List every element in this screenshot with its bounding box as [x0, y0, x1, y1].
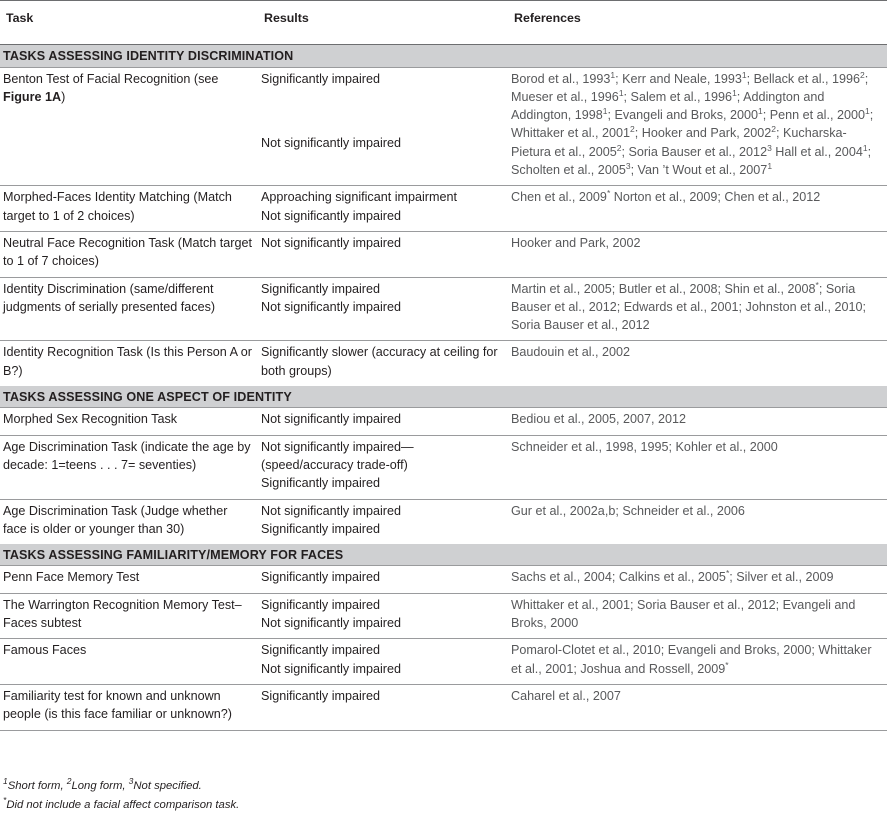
- task-cell: Famous Faces: [0, 639, 258, 685]
- task-cell: Morphed Sex Recognition Task: [0, 408, 258, 435]
- footnote-asterisk: *Did not include a facial affect comparison task.: [3, 796, 239, 814]
- references-cell: Martin et al., 2005; Butler et al., 2008; Shin et al., 2008*; Soria Bauser et al., 2012; Edwards et al., 2001; Johnston et al., 2010; Soria Bauser et al., 2012: [508, 277, 887, 341]
- task-cell: Benton Test of Facial Recognition (see Figure 1A): [0, 67, 258, 186]
- header-results: Results: [258, 1, 508, 45]
- results-cell: Not significantly impaired—(speed/accuracy trade-off) Significantly impaired: [258, 435, 508, 499]
- references-cell: Gur et al., 2002a,b; Schneider et al., 2006: [508, 499, 887, 544]
- references-cell: Caharel et al., 2007: [508, 684, 887, 730]
- table-row: [0, 67, 887, 186]
- task-cell: Neutral Face Recognition Task (Match target to 1 of 7 choices): [0, 231, 258, 277]
- table-header-row: [0, 1, 887, 45]
- table-row: [0, 186, 887, 232]
- header-task: Task: [0, 1, 258, 45]
- section-one-aspect: [0, 386, 887, 408]
- section-title: TASKS ASSESSING ONE ASPECT OF IDENTITY: [0, 386, 887, 408]
- table-row: [0, 566, 887, 593]
- table-footnotes: [3, 777, 239, 814]
- results-cell: Significantly impaired Not significantly impaired: [258, 593, 508, 639]
- result-text: Significantly impaired: [261, 72, 380, 86]
- task-cell: Age Discrimination Task (Judge whether face is older or younger than 30): [0, 499, 258, 544]
- results-cell: Significantly slower (accuracy at ceiling for both groups): [258, 341, 508, 386]
- figure-link[interactable]: Figure 1A: [3, 90, 61, 104]
- references-cell: Schneider et al., 1998, 1995; Kohler et al., 2000: [508, 435, 887, 499]
- table-row: [0, 277, 887, 341]
- section-familiarity: [0, 544, 887, 566]
- results-cell: Significantly impaired: [258, 684, 508, 730]
- section-title: TASKS ASSESSING IDENTITY DISCRIMINATION: [0, 45, 887, 67]
- task-cell: The Warrington Recognition Memory Test–Faces subtest: [0, 593, 258, 639]
- results-cell: Not significantly impaired: [258, 231, 508, 277]
- results-cell: Not significantly impaired: [258, 408, 508, 435]
- task-cell: Morphed-Faces Identity Matching (Match target to 1 of 2 choices): [0, 186, 258, 232]
- table-row: [0, 684, 887, 730]
- table-row: [0, 408, 887, 435]
- references-cell: Sachs et al., 2004; Calkins et al., 2005*; Silver et al., 2009: [508, 566, 887, 593]
- results-cell: [258, 67, 508, 186]
- task-cell: Familiarity test for known and unknown people (is this face familiar or unknown?): [0, 684, 258, 730]
- references-cell: Chen et al., 2009* Norton et al., 2009; Chen et al., 2012: [508, 186, 887, 232]
- references-cell: Whittaker et al., 2001; Soria Bauser et al., 2012; Evangeli and Broks, 2000: [508, 593, 887, 639]
- references-cell: Bediou et al., 2005, 2007, 2012: [508, 408, 887, 435]
- table-row: [0, 499, 887, 544]
- results-cell: Significantly impaired Not significantly impaired: [258, 639, 508, 685]
- task-cell: Identity Discrimination (same/different judgments of serially presented faces): [0, 277, 258, 341]
- result-text: Not significantly impaired: [261, 136, 401, 150]
- section-identity-discrimination: [0, 45, 887, 67]
- table-row: [0, 341, 887, 386]
- results-cell: Significantly impaired Not significantly impaired: [258, 277, 508, 341]
- results-cell: Approaching significant impairment Not significantly impaired: [258, 186, 508, 232]
- header-references: References: [508, 1, 887, 45]
- results-cell: Not significantly impaired Significantly impaired: [258, 499, 508, 544]
- task-cell: Penn Face Memory Test: [0, 566, 258, 593]
- task-cell: Identity Recognition Task (Is this Person A or B?): [0, 341, 258, 386]
- references-cell: Pomarol-Clotet et al., 2010; Evangeli and Broks, 2000; Whittaker et al., 2001; Joshua and Rossell, 2009*: [508, 639, 887, 685]
- references-cell: Borod et al., 1993$^1$; Kerr and Neale, 1993$^1$; Bellack et al., 1996$^2$; Mueser et al., 1996$^1$; Salem et al., 1996$^1$; Addington and Addington, 1998$^1$; Evangeli and Broks, 2000$^1$; Penn et al., 2000$^1$; Whittaker et al., 2001$^2$; Hooker and Park, 2002$^2$; Kucharska-Pietura et al., 2005$^2$; Soria Bauser et al., 2012$^3$ Hall et al., 2004$^1$; Scholten et al., 2005$^3$; Van ’t Wout et al., 2007$^1$: [508, 67, 887, 186]
- section-title: TASKS ASSESSING FAMILIARITY/MEMORY FOR FACES: [0, 544, 887, 566]
- table-row: [0, 435, 887, 499]
- table-row: [0, 231, 887, 277]
- footnote-forms: $^1$Short form, $^2$Long form, $^3$Not specified.: [3, 777, 239, 796]
- task-cell: Age Discrimination Task (indicate the age by decade: 1=teens . . . 7= seventies): [0, 435, 258, 499]
- table-row: [0, 639, 887, 685]
- results-cell: Significantly impaired: [258, 566, 508, 593]
- references-cell: Hooker and Park, 2002: [508, 231, 887, 277]
- references-cell: Baudouin et al., 2002: [508, 341, 887, 386]
- table-row: [0, 593, 887, 639]
